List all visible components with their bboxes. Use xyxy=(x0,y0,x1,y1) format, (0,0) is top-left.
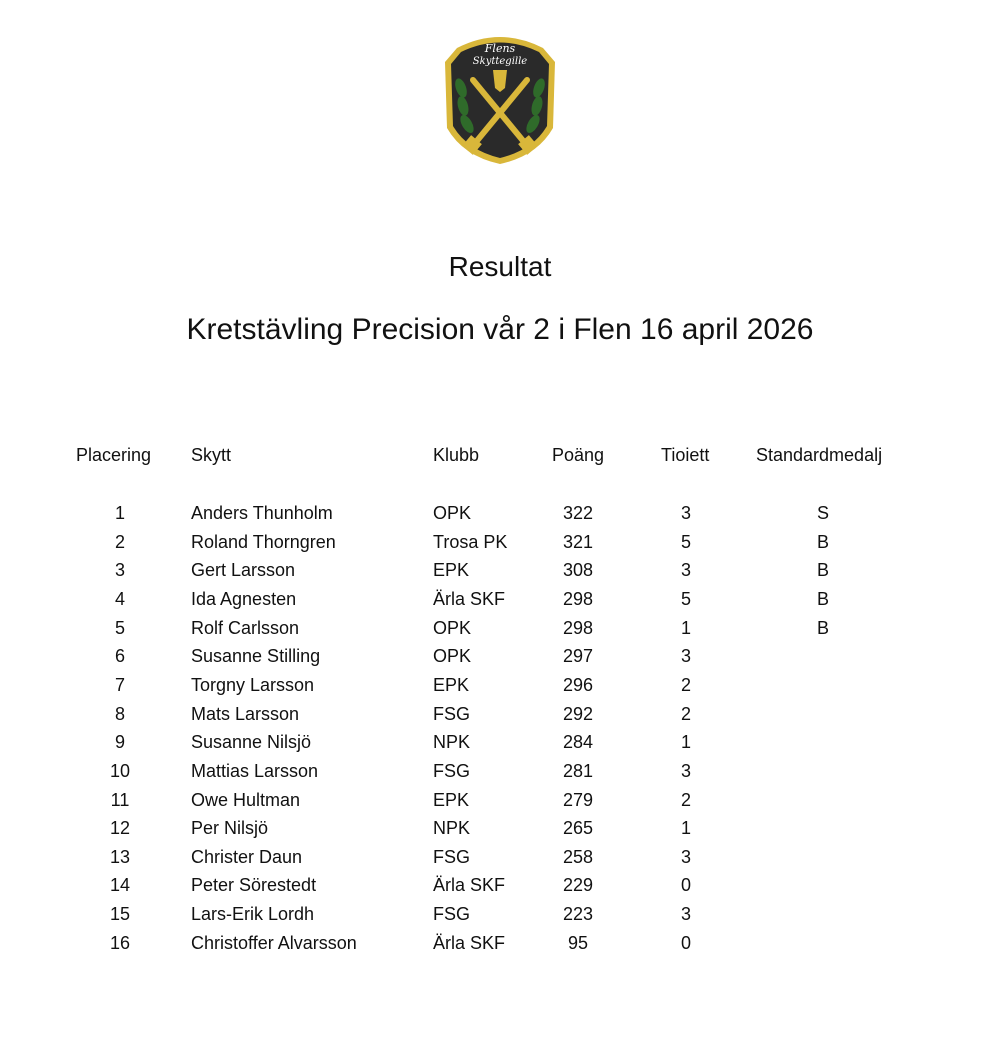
cell-poang: 297 xyxy=(562,646,594,666)
cell-poang: 292 xyxy=(562,704,594,724)
cell-poang: 281 xyxy=(562,761,594,781)
cell-klubb: FSG xyxy=(433,904,471,924)
cell-tioiett: 3 xyxy=(680,503,691,523)
cell-poang: 284 xyxy=(562,732,594,752)
cell-tioiett: 5 xyxy=(680,589,691,609)
cell-klubb: EPK xyxy=(433,560,470,580)
cell-placering: 11 xyxy=(110,790,130,810)
cell-klubb: EPK xyxy=(433,675,470,695)
cell-skytt: Mattias Larsson xyxy=(191,761,319,781)
cell-klubb: FSG xyxy=(433,761,471,781)
cell-standardmedalj: B xyxy=(816,618,829,638)
cell-skytt: Mats Larsson xyxy=(191,704,300,724)
cell-placering: 9 xyxy=(114,732,125,752)
cell-klubb: OPK xyxy=(433,618,472,638)
cell-skytt: Per Nilsjö xyxy=(191,818,269,838)
page-title: Resultat xyxy=(448,251,552,282)
cell-tioiett: 0 xyxy=(680,875,691,895)
cell-placering: 15 xyxy=(109,904,131,924)
header-tioiett: Tioiett xyxy=(661,445,710,465)
cell-placering: 6 xyxy=(114,646,125,666)
cell-tioiett: 1 xyxy=(680,818,691,838)
cell-tioiett: 3 xyxy=(680,761,691,781)
cell-placering: 2 xyxy=(114,532,125,552)
cell-tioiett: 3 xyxy=(680,560,691,580)
header-poang: Poäng xyxy=(552,445,605,465)
svg-text:Flens: Flens xyxy=(484,42,516,55)
cell-skytt: Susanne Stilling xyxy=(191,646,321,666)
cell-tioiett: 3 xyxy=(680,904,691,924)
header-standardmedalj: Standardmedalj xyxy=(756,445,883,465)
cell-skytt: Anders Thunholm xyxy=(191,503,333,523)
cell-klubb: Trosa PK xyxy=(433,532,508,552)
cell-skytt: Susanne Nilsjö xyxy=(191,732,312,752)
cell-klubb: Ärla SKF xyxy=(433,875,506,895)
cell-tioiett: 3 xyxy=(680,646,691,666)
cell-klubb: Ärla SKF xyxy=(433,933,506,953)
cell-tioiett: 5 xyxy=(680,532,691,552)
cell-poang: 308 xyxy=(562,560,594,580)
cell-placering: 16 xyxy=(109,933,131,953)
cell-standardmedalj: B xyxy=(816,532,829,552)
cell-klubb: NPK xyxy=(433,732,471,752)
cell-poang: 258 xyxy=(562,847,594,867)
svg-text:Skyttegille: Skyttegille xyxy=(472,56,528,67)
cell-poang: 279 xyxy=(562,790,594,810)
cell-skytt: Ida Agnesten xyxy=(191,589,297,609)
cell-poang: 298 xyxy=(562,589,594,609)
cell-skytt: Torgny Larsson xyxy=(191,675,315,695)
cell-skytt: Christoffer Alvarsson xyxy=(191,933,357,953)
cell-skytt: Roland Thorngren xyxy=(191,532,336,552)
cell-standardmedalj: B xyxy=(816,589,829,609)
cell-placering: 12 xyxy=(109,818,131,838)
cell-klubb: FSG xyxy=(433,704,471,724)
cell-poang: 321 xyxy=(562,532,594,552)
cell-tioiett: 2 xyxy=(680,790,691,810)
cell-placering: 7 xyxy=(114,675,125,695)
cell-klubb: FSG xyxy=(433,847,471,867)
cell-skytt: Lars-Erik Lordh xyxy=(191,904,315,924)
cell-klubb: NPK xyxy=(433,818,471,838)
cell-poang: 229 xyxy=(562,875,594,895)
cell-poang: 296 xyxy=(562,675,594,695)
cell-placering: 10 xyxy=(109,761,131,781)
cell-skytt: Rolf Carlsson xyxy=(191,618,300,638)
cell-skytt: Gert Larsson xyxy=(191,560,296,580)
cell-klubb: Ärla SKF xyxy=(433,589,506,609)
cell-poang: 95 xyxy=(567,933,589,953)
cell-tioiett: 1 xyxy=(680,618,691,638)
cell-standardmedalj: S xyxy=(816,503,829,523)
cell-skytt: Christer Daun xyxy=(191,847,303,867)
cell-tioiett: 2 xyxy=(680,704,691,724)
cell-poang: 265 xyxy=(562,818,594,838)
cell-placering: 13 xyxy=(109,847,131,867)
cell-klubb: EPK xyxy=(433,790,470,810)
cell-poang: 322 xyxy=(562,503,594,523)
cell-tioiett: 1 xyxy=(680,732,691,752)
cell-placering: 1 xyxy=(114,503,125,523)
cell-tioiett: 0 xyxy=(680,933,691,953)
cell-tioiett: 2 xyxy=(680,675,691,695)
header-klubb: Klubb xyxy=(433,445,480,465)
cell-placering: 3 xyxy=(114,560,125,580)
cell-placering: 4 xyxy=(114,589,125,609)
page-subtitle: Kretstävling Precision vår 2 i Flen 16 april 2026 xyxy=(186,313,814,346)
cell-skytt: Peter Sörestedt xyxy=(191,875,317,895)
cell-standardmedalj: B xyxy=(816,560,829,580)
cell-placering: 8 xyxy=(114,704,125,724)
header-placering: Placering xyxy=(76,445,152,465)
cell-placering: 5 xyxy=(114,618,125,638)
cell-klubb: OPK xyxy=(433,503,472,523)
header-skytt: Skytt xyxy=(191,445,232,465)
cell-poang: 298 xyxy=(562,618,594,638)
cell-tioiett: 3 xyxy=(680,847,691,867)
cell-placering: 14 xyxy=(109,875,131,895)
cell-skytt: Owe Hultman xyxy=(191,790,301,810)
cell-klubb: OPK xyxy=(433,646,472,666)
cell-poang: 223 xyxy=(562,904,594,924)
